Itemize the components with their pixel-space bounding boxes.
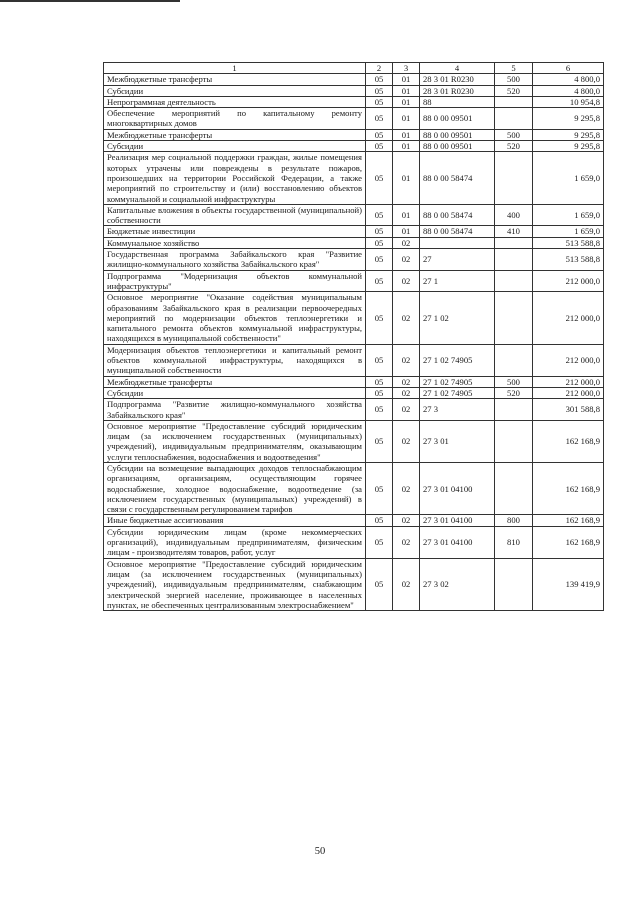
table-row xyxy=(104,85,604,96)
row-expense-type xyxy=(495,344,533,376)
row-section: 05 xyxy=(366,96,393,107)
row-subsection: 02 xyxy=(393,420,420,462)
table-row xyxy=(104,226,604,237)
row-section: 05 xyxy=(366,141,393,152)
row-amount: 162 168,9 xyxy=(533,526,604,558)
row-section: 05 xyxy=(366,74,393,85)
row-name: Основное мероприятие "Оказание содействия муниципальным образованиям Забайкальского края в реализации первоочередных мероприятий по модернизации объектов теплоэнергетики и капитального ремонта объектов коммунальной инфраструктуры, находящихся в муниципальной собственности" xyxy=(104,292,366,344)
row-target-article: 28 3 01 R0230 xyxy=(420,74,495,85)
row-target-article: 27 1 xyxy=(420,270,495,292)
table-row xyxy=(104,399,604,421)
row-target-article: 27 xyxy=(420,249,495,271)
row-section: 05 xyxy=(366,387,393,398)
table-row xyxy=(104,108,604,130)
table-row xyxy=(104,204,604,226)
row-name: Обеспечение мероприятий по капитальному ремонту многоквартирных домов xyxy=(104,108,366,130)
row-amount: 513 588,8 xyxy=(533,249,604,271)
row-amount: 9 295,8 xyxy=(533,141,604,152)
row-name: Капитальные вложения в объекты государственной (муниципальной) собственности xyxy=(104,204,366,226)
row-section: 05 xyxy=(366,270,393,292)
row-target-article: 27 3 02 xyxy=(420,558,495,610)
row-amount: 4 800,0 xyxy=(533,74,604,85)
row-target-article xyxy=(420,237,495,248)
table-row xyxy=(104,515,604,526)
table-row xyxy=(104,558,604,610)
row-subsection: 01 xyxy=(393,74,420,85)
row-subsection: 01 xyxy=(393,152,420,204)
row-target-article: 88 0 00 58474 xyxy=(420,152,495,204)
table-row xyxy=(104,462,604,514)
budget-table xyxy=(103,62,604,611)
table-row xyxy=(104,249,604,271)
table-row xyxy=(104,344,604,376)
row-expense-type: 500 xyxy=(495,376,533,387)
row-subsection: 02 xyxy=(393,526,420,558)
row-target-article: 27 3 01 xyxy=(420,420,495,462)
row-section: 05 xyxy=(366,152,393,204)
row-expense-type xyxy=(495,558,533,610)
row-section: 05 xyxy=(366,462,393,514)
row-expense-type: 520 xyxy=(495,85,533,96)
row-amount: 1 659,0 xyxy=(533,152,604,204)
row-subsection: 01 xyxy=(393,129,420,140)
row-expense-type xyxy=(495,292,533,344)
row-target-article: 88 0 00 09501 xyxy=(420,141,495,152)
row-expense-type xyxy=(495,462,533,514)
row-name: Непрограммная деятельность xyxy=(104,96,366,107)
row-expense-type xyxy=(495,420,533,462)
row-amount: 9 295,8 xyxy=(533,108,604,130)
row-expense-type xyxy=(495,399,533,421)
row-section: 05 xyxy=(366,558,393,610)
row-target-article: 88 0 00 09501 xyxy=(420,129,495,140)
table-row xyxy=(104,376,604,387)
row-section: 05 xyxy=(366,399,393,421)
row-subsection: 02 xyxy=(393,387,420,398)
row-expense-type: 500 xyxy=(495,129,533,140)
row-subsection: 01 xyxy=(393,85,420,96)
row-name: Субсидии на возмещение выпадающих доходов теплоснабжающим организациям, организациям, осуществляющим горячее водоснабжение, холодное водоснабжение, водоотведение (за исключением государственных (муниципальных) учреждений) в связи с государственным регулированием тарифов xyxy=(104,462,366,514)
row-name: Коммунальное хозяйство xyxy=(104,237,366,248)
row-amount: 162 168,9 xyxy=(533,462,604,514)
row-name: Основное мероприятие "Предоставление субсидий юридическим лицам (за исключением государственных (муниципальных) учреждений), индивидуальным предпринимателям, оказывающим услуги теплоснабжения, водоснабжения и водоотведения" xyxy=(104,420,366,462)
row-amount: 162 168,9 xyxy=(533,515,604,526)
row-subsection: 02 xyxy=(393,344,420,376)
row-expense-type xyxy=(495,96,533,107)
row-amount: 1 659,0 xyxy=(533,204,604,226)
row-expense-type: 520 xyxy=(495,141,533,152)
header-cell: 6 xyxy=(533,63,604,74)
row-target-article: 88 0 00 09501 xyxy=(420,108,495,130)
row-section: 05 xyxy=(366,420,393,462)
row-section: 05 xyxy=(366,226,393,237)
header-cell: 3 xyxy=(393,63,420,74)
row-name: Подпрограмма "Развитие жилищно-коммунального хозяйства Забайкальского края" xyxy=(104,399,366,421)
row-subsection: 01 xyxy=(393,108,420,130)
row-section: 05 xyxy=(366,376,393,387)
row-name: Подпрограмма "Модернизация объектов коммунальной инфраструктуры" xyxy=(104,270,366,292)
row-section: 05 xyxy=(366,237,393,248)
row-target-article: 27 3 xyxy=(420,399,495,421)
row-amount: 513 588,8 xyxy=(533,237,604,248)
row-amount: 162 168,9 xyxy=(533,420,604,462)
row-name: Межбюджетные трансферты xyxy=(104,129,366,140)
row-name: Реализация мер социальной поддержки граждан, жилые помещения которых утрачены или повреждены в результате пожаров, произошедших на территории Российской Федерации, а также мероприятий по строительству и (или) восстановлению объектов коммунальной и социальной инфраструктуры xyxy=(104,152,366,204)
row-subsection: 01 xyxy=(393,96,420,107)
row-name: Субсидии xyxy=(104,387,366,398)
table-row xyxy=(104,237,604,248)
row-expense-type xyxy=(495,152,533,204)
row-name: Субсидии xyxy=(104,141,366,152)
row-amount: 10 954,8 xyxy=(533,96,604,107)
row-target-article: 28 3 01 R0230 xyxy=(420,85,495,96)
row-section: 05 xyxy=(366,108,393,130)
row-amount: 4 800,0 xyxy=(533,85,604,96)
row-target-article: 27 1 02 74905 xyxy=(420,387,495,398)
header-cell: 1 xyxy=(104,63,366,74)
row-subsection: 02 xyxy=(393,270,420,292)
page-number: 50 xyxy=(314,846,326,857)
row-subsection: 01 xyxy=(393,226,420,237)
row-amount: 212 000,0 xyxy=(533,270,604,292)
table-row xyxy=(104,292,604,344)
table-row xyxy=(104,96,604,107)
row-section: 05 xyxy=(366,515,393,526)
row-section: 05 xyxy=(366,526,393,558)
row-target-article: 27 1 02 74905 xyxy=(420,376,495,387)
row-target-article: 27 3 01 04100 xyxy=(420,526,495,558)
row-expense-type: 810 xyxy=(495,526,533,558)
row-expense-type: 800 xyxy=(495,515,533,526)
row-expense-type: 400 xyxy=(495,204,533,226)
row-expense-type xyxy=(495,108,533,130)
row-amount: 212 000,0 xyxy=(533,376,604,387)
row-target-article: 27 3 01 04100 xyxy=(420,462,495,514)
row-subsection: 02 xyxy=(393,292,420,344)
row-name: Государственная программа Забайкальского края "Развитие жилищно-коммунального хозяйства Забайкальского края" xyxy=(104,249,366,271)
row-amount: 212 000,0 xyxy=(533,387,604,398)
row-amount: 139 419,9 xyxy=(533,558,604,610)
row-expense-type: 500 xyxy=(495,74,533,85)
table-row xyxy=(104,387,604,398)
row-expense-type xyxy=(495,237,533,248)
row-name: Бюджетные инвестиции xyxy=(104,226,366,237)
row-target-article: 27 3 01 04100 xyxy=(420,515,495,526)
header-cell: 5 xyxy=(495,63,533,74)
row-amount: 212 000,0 xyxy=(533,292,604,344)
row-subsection: 01 xyxy=(393,141,420,152)
header-cell: 4 xyxy=(420,63,495,74)
row-section: 05 xyxy=(366,204,393,226)
top-rule xyxy=(0,0,180,2)
table-row xyxy=(104,526,604,558)
row-amount: 1 659,0 xyxy=(533,226,604,237)
header-cell: 2 xyxy=(366,63,393,74)
table-row xyxy=(104,420,604,462)
row-expense-type: 520 xyxy=(495,387,533,398)
row-name: Иные бюджетные ассигнования xyxy=(104,515,366,526)
table-row xyxy=(104,74,604,85)
row-amount: 301 588,8 xyxy=(533,399,604,421)
row-expense-type xyxy=(495,249,533,271)
row-subsection: 02 xyxy=(393,462,420,514)
row-section: 05 xyxy=(366,129,393,140)
row-target-article: 88 0 00 58474 xyxy=(420,204,495,226)
row-target-article: 88 0 00 58474 xyxy=(420,226,495,237)
row-subsection: 02 xyxy=(393,515,420,526)
row-name: Субсидии юридическим лицам (кроме некоммерческих организаций), индивидуальным предпринимателям, физическим лицам - производителям товаров, работ, услуг xyxy=(104,526,366,558)
row-target-article: 27 1 02 xyxy=(420,292,495,344)
row-subsection: 02 xyxy=(393,249,420,271)
table-row xyxy=(104,141,604,152)
row-subsection: 02 xyxy=(393,399,420,421)
row-name: Субсидии xyxy=(104,85,366,96)
row-section: 05 xyxy=(366,292,393,344)
row-subsection: 02 xyxy=(393,237,420,248)
header-row xyxy=(104,63,604,74)
row-expense-type: 410 xyxy=(495,226,533,237)
row-subsection: 02 xyxy=(393,376,420,387)
row-name: Межбюджетные трансферты xyxy=(104,74,366,85)
row-subsection: 01 xyxy=(393,204,420,226)
row-name: Межбюджетные трансферты xyxy=(104,376,366,387)
table-row xyxy=(104,270,604,292)
row-subsection: 02 xyxy=(393,558,420,610)
table-row xyxy=(104,152,604,204)
row-target-article: 27 1 02 74905 xyxy=(420,344,495,376)
row-amount: 9 295,8 xyxy=(533,129,604,140)
row-target-article: 88 xyxy=(420,96,495,107)
row-amount: 212 000,0 xyxy=(533,344,604,376)
row-section: 05 xyxy=(366,344,393,376)
row-name: Модернизация объектов теплоэнергетики и капитальный ремонт объектов коммунальной инфраструктуры, находящихся в муниципальной собственности xyxy=(104,344,366,376)
row-section: 05 xyxy=(366,85,393,96)
row-name: Основное мероприятие "Предоставление субсидий юридическим лицам (за исключением государственных (муниципальных) учреждений), индивидуальным предпринимателям, снабжающим электрической энергией население, проживающее в населенных пунктах, не обеспеченных централизованным электроснабжением" xyxy=(104,558,366,610)
row-expense-type xyxy=(495,270,533,292)
row-section: 05 xyxy=(366,249,393,271)
table-row xyxy=(104,129,604,140)
